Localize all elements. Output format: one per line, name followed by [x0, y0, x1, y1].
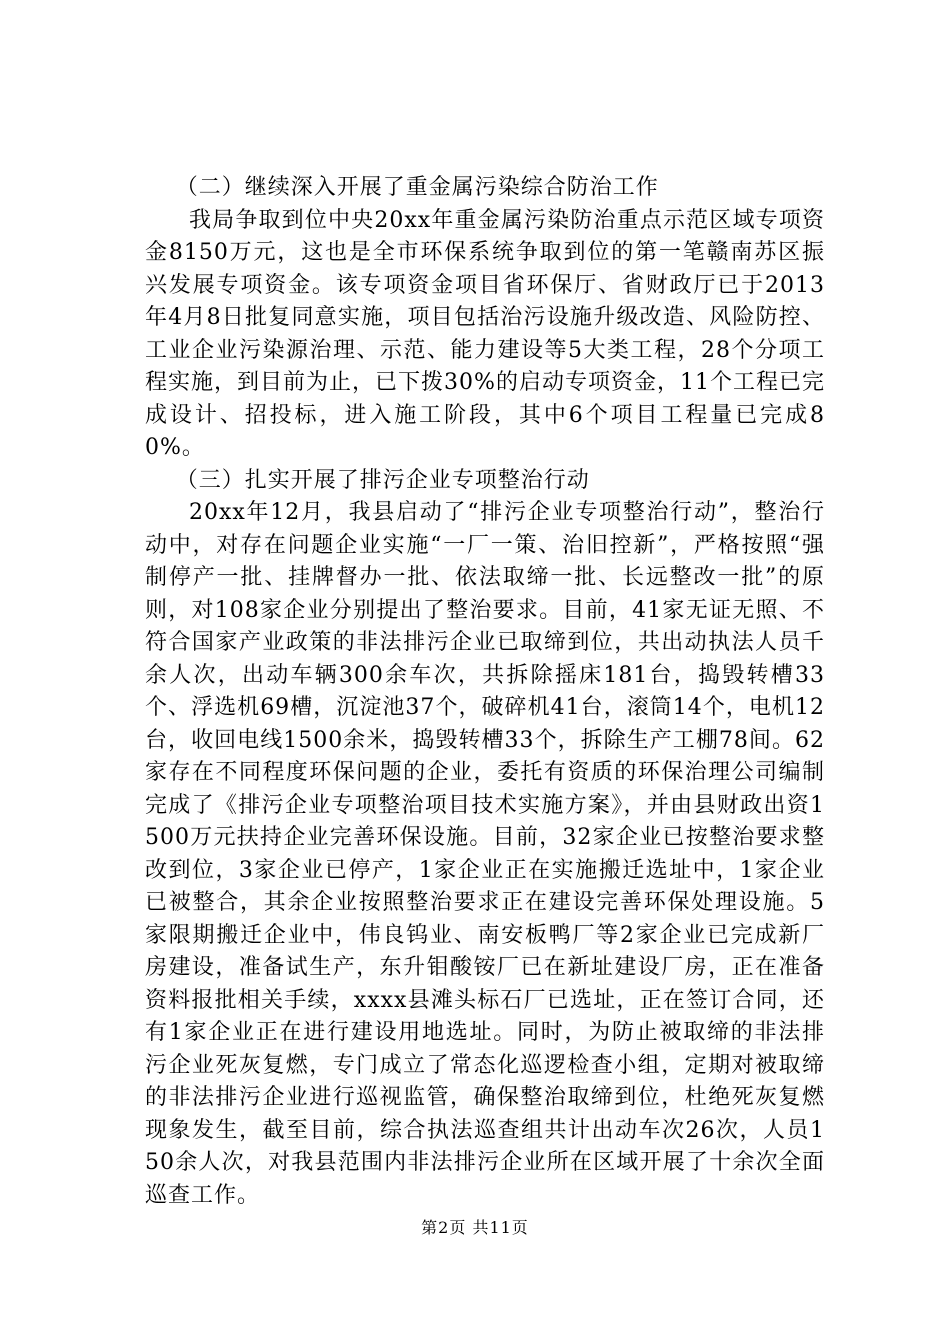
body-paragraph-heavy-metal: 我局争取到位中央20xx年重金属污染防治重点示范区域专项资金8150万元，这也是全市环保系统争取到位的第一笔赣南苏区振兴发展专项资金。该专项资金项目省环保厅、省财政厅已于2013年4月8日批复同意实施，项目包括治污设施升级改造、风险防控、工业企业污染源治理、示范、能力建设等5大类工程，28个分项工程实施，到目前为止，已下拨30%的启动专项资金，11个工程已完成设计、招投标，进入施工阶段，其中6个项目工程量已完成80%。: [145, 207, 825, 460]
body-paragraph-enterprise-rectification: 20xx年12月，我县启动了“排污企业专项整治行动”，整治行动中，对存在问题企业实施“一厂一策、治旧控新”，严格按照“强制停产一批、挂牌督办一批、依法取缔一批、长远整改一批”的原则，对108家企业分别提出了整治要求。目前，41家无证无照、不符合国家产业政策的非法排污企业已取缔到位，共出动执法人员千余人次，出动车辆300余车次，共拆除摇床181台，捣毁转槽33个、浮选机69槽，沉淀池37个，破碎机41台，滚筒14个，电机12台，收回电线1500余米，捣毁转槽33个，拆除生产工棚78间。62家存在不同程度环保问题的企业，委托有资质的环保治理公司编制完成了《排污企业专项整治项目技术实施方案》，并由县财政出资1500万元扶持企业完善环保设施。目前，32家企业已按整治要求整改到位，3家企业已停产，1家企业正在实施搬迁选址中，1家企业已被整合，其余企业按照整治要求正在建设完善环保处理设施。5家限期搬迁企业中，伟良钨业、南安板鸭厂等2家企业已完成新厂房建设，准备试生产，东升钼酸铵厂已在新址建设厂房，正在准备资料报批相关手续，xxxx县滩头标石厂已选址，正在签订合同，还有1家企业正在进行建设用地选址。同时，为防止被取缔的非法排污企业死灰复燃，专门成立了常态化巡逻检查小组，定期对被取缔的非法排污企业进行巡视监管，确保整治取缔到位，杜绝死灰复燃现象发生，截至目前，综合执法巡查组共计出动车次26次，人员150余人次，对我县范围内非法排污企业所在区域开展了十余次全面巡查工作。: [145, 500, 825, 1208]
section-heading-3: （三）扎实开展了排污企业专项整治行动: [175, 467, 590, 493]
page-number-footer: 第2页 共11页: [421, 1218, 529, 1237]
document-body: [145, 172, 825, 1212]
section-heading-2: （二）继续深入开展了重金属污染综合防治工作: [175, 175, 659, 200]
